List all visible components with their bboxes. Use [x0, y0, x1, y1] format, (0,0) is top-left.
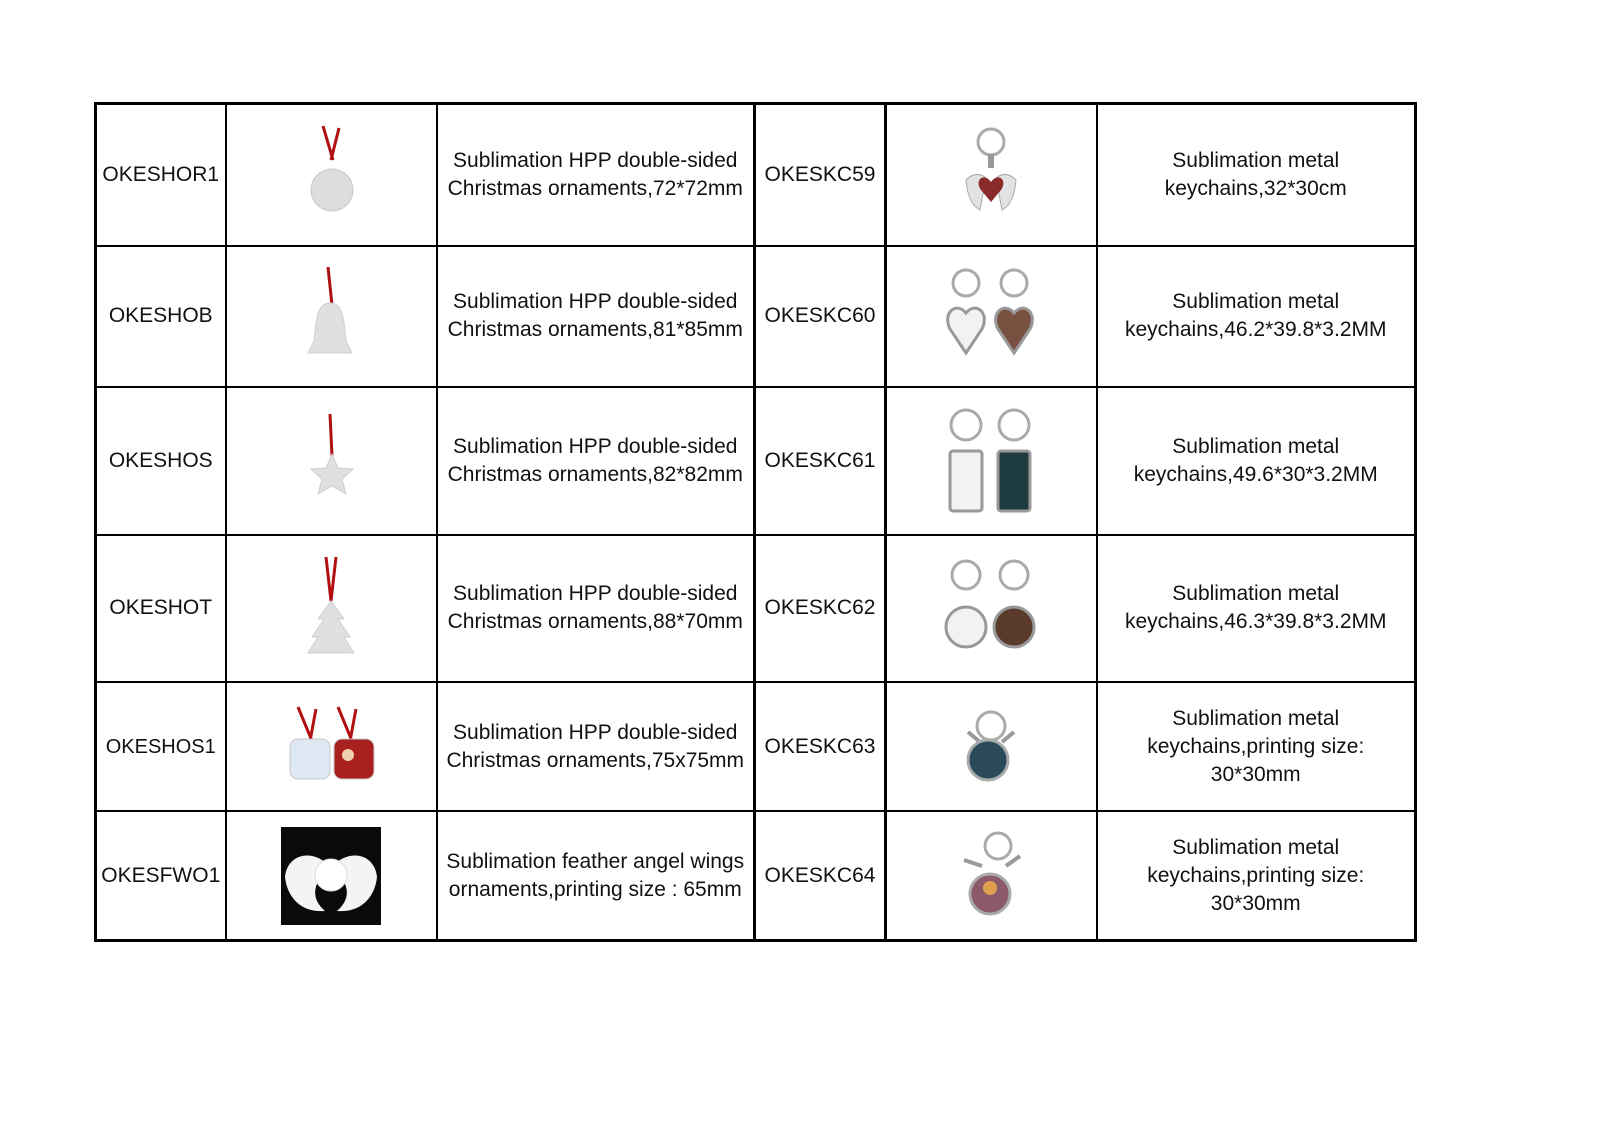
- product-code: OKESFWO1: [96, 811, 226, 940]
- product-code: OKESHOS1: [96, 682, 226, 811]
- product-code: OKESKC63: [755, 682, 886, 811]
- product-description: Sublimation metal keychains,46.2*39.8*3.2MM: [1097, 246, 1416, 387]
- table-row: [96, 246, 1416, 387]
- product-code: OKESHOB: [96, 246, 226, 387]
- product-code: OKESKC60: [755, 246, 886, 387]
- product-table: [94, 102, 1417, 942]
- table-row: [96, 104, 1416, 246]
- product-description: Sublimation metal keychains,32*30cm: [1097, 104, 1416, 246]
- product-description: Sublimation metal keychains,49.6*30*3.2MM: [1097, 387, 1416, 535]
- product-description: Sublimation HPP double-sided Christmas ornaments,81*85mm: [437, 246, 755, 387]
- rectangle-keychain-icon: [886, 387, 1097, 535]
- table-row: [96, 811, 1416, 940]
- product-code: OKESHOT: [96, 535, 226, 683]
- square-scalloped-ornament-icon: [226, 682, 437, 811]
- feather-angel-wings-icon: [226, 811, 437, 940]
- bell-ornament-icon: [226, 246, 437, 387]
- star-ornament-icon: [226, 387, 437, 535]
- product-description: Sublimation metal keychains,printing size: 30*30mm: [1097, 682, 1416, 811]
- product-description: Sublimation metal keychains,46.3*39.8*3.2MM: [1097, 535, 1416, 683]
- bottle-opener-keychain-icon: [886, 682, 1097, 811]
- table-row: [96, 682, 1416, 811]
- bottle-opener-keychain-icon: [886, 811, 1097, 940]
- product-code: OKESKC64: [755, 811, 886, 940]
- tree-ornament-icon: [226, 535, 437, 683]
- table-row: [96, 387, 1416, 535]
- round-ornament-icon: [226, 104, 437, 246]
- product-code: OKESHOR1: [96, 104, 226, 246]
- product-code: OKESKC62: [755, 535, 886, 683]
- table-row: [96, 535, 1416, 683]
- product-description: Sublimation metal keychains,printing size: 30*30mm: [1097, 811, 1416, 940]
- wing-heart-keychain-icon: [886, 104, 1097, 246]
- round-keychain-icon: [886, 535, 1097, 683]
- product-code: OKESHOS: [96, 387, 226, 535]
- heart-keychain-icon: [886, 246, 1097, 387]
- product-description: Sublimation feather angel wings ornaments,printing size : 65mm: [437, 811, 755, 940]
- product-description: Sublimation HPP double-sided Christmas ornaments,72*72mm: [437, 104, 755, 246]
- product-description: Sublimation HPP double-sided Christmas ornaments,82*82mm: [437, 387, 755, 535]
- product-description: Sublimation HPP double-sided Christmas ornaments,88*70mm: [437, 535, 755, 683]
- product-description: Sublimation HPP double-sided Christmas ornaments,75x75mm: [437, 682, 755, 811]
- product-code: OKESKC61: [755, 387, 886, 535]
- product-code: OKESKC59: [755, 104, 886, 246]
